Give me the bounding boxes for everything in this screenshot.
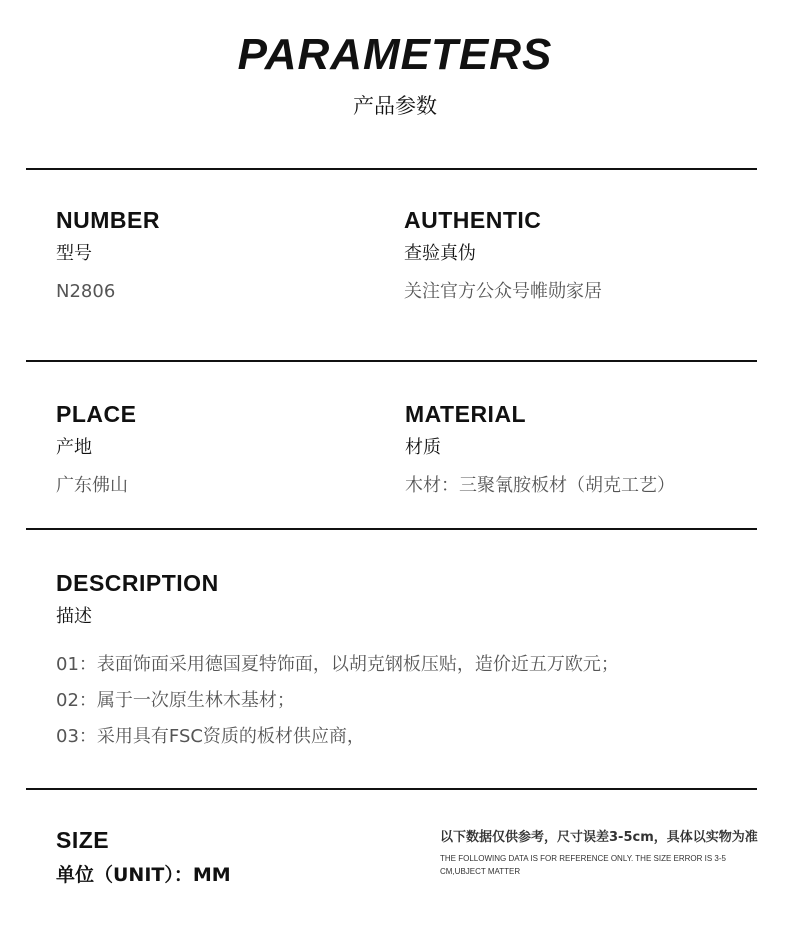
authentic-section	[404, 206, 602, 304]
material-heading-cn: 材质	[405, 437, 441, 458]
size-note-en: THE FOLLOWING DATA IS FOR REFERENCE ONLY. THE SIZE ERROR IS 3-5 CM,UBJECT MATTER	[440, 854, 726, 876]
authentic-heading-cn: 查验真伪	[404, 243, 476, 264]
page-subtitle: 产品参数	[353, 94, 437, 118]
description-list	[56, 647, 619, 755]
material-section	[405, 400, 675, 498]
size-unit: 单位（UNIT）：MM	[56, 864, 231, 886]
page-title: PARAMETERS	[237, 30, 553, 79]
size-section	[56, 826, 231, 887]
description-line: 03：采用具有FSC资质的板材供应商，	[56, 726, 365, 747]
place-section	[56, 400, 136, 498]
place-heading-cn: 产地	[56, 437, 92, 458]
description-line: 01：表面饰面采用德国夏特饰面，以胡克钢板压贴，造价近五万欧元；	[56, 654, 619, 675]
description-section	[56, 569, 619, 755]
divider	[26, 360, 757, 362]
size-note-cn: 以下数据仅供参考，尺寸误差3-5cm，具体以实物为准	[440, 830, 758, 845]
size-note	[440, 826, 760, 878]
material-value: 木材：三聚氰胺板材（胡克工艺）	[405, 475, 675, 496]
place-value: 广东佛山	[56, 475, 128, 496]
description-line: 02：属于一次原生林木基材；	[56, 690, 295, 711]
description-heading: DESCRIPTION	[56, 570, 219, 596]
divider	[26, 788, 757, 790]
number-heading-cn: 型号	[56, 243, 92, 264]
divider	[26, 528, 757, 530]
description-heading-cn: 描述	[56, 606, 92, 627]
number-value: N2806	[56, 281, 116, 302]
material-heading: MATERIAL	[405, 401, 527, 427]
size-heading: SIZE	[56, 827, 110, 853]
number-heading: NUMBER	[56, 207, 160, 233]
number-section	[56, 206, 160, 304]
authentic-heading: AUTHENTIC	[404, 207, 542, 233]
divider	[26, 168, 757, 170]
authentic-value: 关注官方公众号帷勋家居	[404, 281, 602, 302]
place-heading: PLACE	[56, 401, 137, 427]
